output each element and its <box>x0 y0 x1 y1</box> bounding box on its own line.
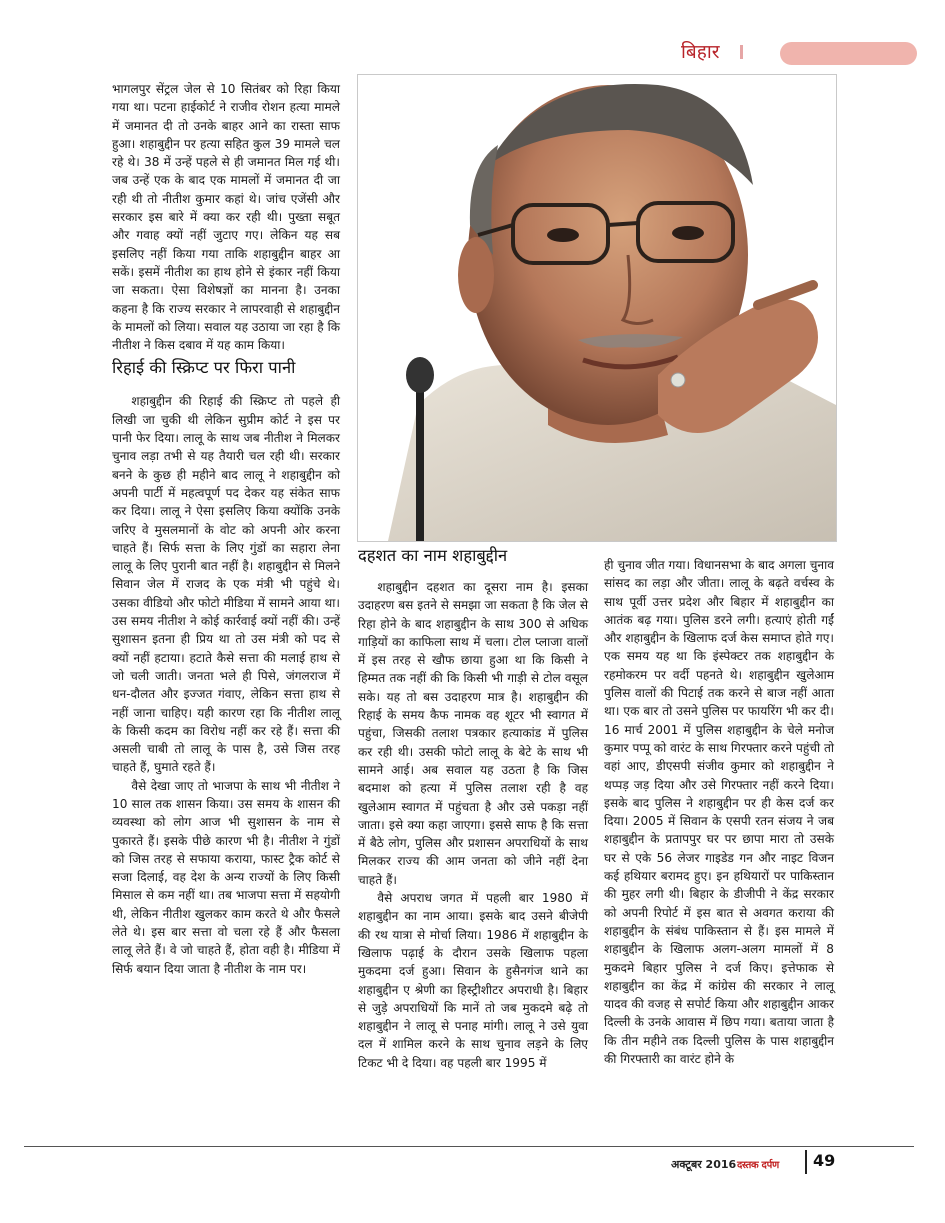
issue-date: अक्टूबर 2016 <box>671 1158 737 1171</box>
magazine-name: दस्तक दर्पण <box>737 1160 779 1171</box>
section-label: बिहार <box>681 41 720 63</box>
section-subheading: दहशत का नाम शहाबुद्दीन <box>358 546 508 565</box>
footer-rule <box>24 1146 914 1147</box>
portrait-photo <box>357 74 837 542</box>
article-paragraph: शहाबुद्दीन की रिहाई की स्क्रिप्ट तो पहले ही लिखी जा चुकी थी लेकिन सुप्रीम कोर्ट ने इस पर पानी फेर दिया। लालू के साथ जब नीतीश ने मिलकर चुनाव लड़ा तभी से यह तैयारी चल रही थी। सरकार बनने के कुछ ही महीने बाद लालू ने शहाबुद्दीन को अपनी पार्टी में महत्वपूर्ण पद देकर यह संकेत साफ कर दिया। लालू ने ऐसा इसलिए किया क्योंकि उनके जरिए वे मुसलमानों के वोट को अपनी ओर करना चाहते हैं। सिर्फ सत्ता के लिए गुंडों का सहारा लेना लालू के लिए पुरानी बात नहीं है। शहाबुद्दीन से मिलने सिवान जेल में राजद के एक मंत्री भी पहुंचे थे। उसका वीडियो और फोटो मीडिया में सामने आया था। उस समय नीतीश ने कोई कार्रवाई क्यों नहीं की। उन्हें सुशासन इतना ही प्रिय था तो उस मंत्री को पद से क्यों नहीं हटाया। हटाते कैसे सत्ता की मलाई हाथ से जो चली जाती। जनता भले ही पिसे, जंगलराज में धन-दौलत और इज्जत गंवाए, लेकिन सत्ता हाथ से नहीं जाना चाहिए। यही कारण रहा कि नीतीश लालू के किसी कदम का विरोध नहीं कर रहे हैं। सत्ता की असली चाबी तो लालू के पास है, उसे जिस तरह चाहते हैं, घुमाते रहते हैं। <box>112 394 340 775</box>
page-number: 49 <box>813 1151 836 1170</box>
article-paragraph: वैसे देखा जाए तो भाजपा के साथ भी नीतीश ने 10 साल तक शासन किया। उस समय के शासन की व्यवस्था को लोग आज भी सुशासन के नाम से पुकारते हैं। इसके पीछे कारण भी है। नीतीश ने गुंडों को जिस तरह से सफाया कराया, फास्ट ट्रैक कोर्ट से सजा दिलाई, वह देश के अन्य राज्यों के लिए किसी मिसाल से कम नहीं था। तब भाजपा सत्ता में सहयोगी थी, लेकिन नीतीश खुलकर काम करते थे और फैसले लेते थे। इस बार सत्ता वो चला रहे हैं और फैसला लालू लेते हैं। वे जो चाहते हैं, होता वही है। मीडिया में सिर्फ बयान दिया जाता है नीतीश के नाम पर। <box>112 778 340 976</box>
article-column-3 <box>604 556 834 1068</box>
article-paragraph: ही चुनाव जीत गया। विधानसभा के बाद अगला चुनाव सांसद का लड़ा और जीता। लालू के बढ़ते वर्चस्व के साथ पूर्वी उत्तर प्रदेश और बिहार में शहाबुद्दीन का आतंक बढ़ गया। पुलिस डरने लगी। हत्याएं होती गईं और शहाबुद्दीन के खिलाफ दर्ज केस समाप्त होते गए। एक समय यह था कि इंस्पेक्टर तक शहाबुद्दीन के रहमोकरम पर वर्दी पहनते थे। शहाबुद्दीन खुलेआम पुलिस वालों की पिटाई तक करने से बाज नहीं आता था। एक बार तो उसने पुलिस पर फायरिंग भी कर दी। 16 मार्च 2001 में पुलिस शहाबुद्दीन के चेले मनोज कुमार पप्पू को वारंट के साथ गिरफ्तार करने पहुंची तो वहां आए, डीएसपी संजीव कुमार को शहाबुद्दीन ने थप्पड़ जड़ दिया और उसे गिरफ्तार नहीं करने दिया। इसके बाद पुलिस ने शहाबुद्दीन पर ही केस दर्ज कर दिया। 2005 में सिवान के एसपी रतन संजय ने जब शहाबुद्दीन के प्रतापपुर घर पर छापा मारा तो उसके घर से एके 56 लेजर गाइडेड गन और नाइट विजन कई हथियार बरामद हुए। इन हथियारों पर पाकिस्तान की मुहर लगी थी। बिहार के डीजीपी ने केंद्र सरकार को अपनी रिपोर्ट में इस बात से अवगत कराया की शहाबुद्दीन के संबंध पाकिस्तान से हैं। इस मामले में शहाबुद्दीन के खिलाफ अलग-अलग मामलों में 8 मुकदमे बिहार पुलिस ने दर्ज किए। इत्तेफाक से शहाबुद्दीन का केंद्र में कांग्रेस की सरकार ने लालू यादव की वजह से सपोर्ट किया और शहाबुद्दीन आकर दिल्ली के उनके आवास में छिप गया। बताया जाता है कि तीन महीने तक दिल्ली पुलिस के पास शहाबुद्दीन की गिरफ्तारी का वारंट होने के <box>604 558 834 1067</box>
article-paragraph: वैसे अपराध जगत में पहली बार 1980 में शहाबुद्दीन का नाम आया। इसके बाद उसने बीजेपी की रथ यात्रा से मोर्चा लिया। 1986 में शहाबुद्दीन के खिलाफ पढ़ाई के दौरान उसके खिलाफ पहला मुकदमा दर्ज हुआ। सिवान के हुसैनगंज थाने का शहाबुद्दीन ए श्रेणी का हिस्ट्रीशीटर अपराधी है। बिहार से जुड़े अपराधियों कि मानें तो जब मुकदमे बढ़े तो शहाबुद्दीन ने लालू से पनाह मांगी। लालू ने उसे युवा दल में शामिल करने के साथ चुनाव लड़ने के लिए टिकट भी दे दिया। वह पहली बार 1995 में <box>358 891 588 1070</box>
section-pill-decoration <box>780 42 917 65</box>
article-column-1 <box>112 80 340 978</box>
article-paragraph: भागलपुर सेंट्रल जेल से 10 सितंबर को रिहा किया गया था। पटना हाईकोर्ट ने राजीव रोशन हत्या मामले में जमानत दी तो उनके बाहर आने का रास्ता साफ हुआ। शहाबुद्दीन पर हत्या सहित कुल 39 मामले चल रहे थे। 38 में उन्हें पहले से ही जमानत मिल गई थी। जब उन्हें एक के बाद एक मामलों में जमानत दी जा रही थी तो नीतीश कुमार कहां थे। जांच एजेंसी और सरकार इस बारे में क्या कर रही थी। पुख्ता सबूत और गवाह क्यों नहीं जुटाए गए। लेकिन यह सब इसलिए नहीं किया गया ताकि शहाबुद्दीन बाहर आ सकें। इसमें नीतीश का हाथ होने से इंकार नहीं किया जा सकता। ऐसा विशेषज्ञों का मानना है। उनका कहना है कि राज्य सरकार ने लापरवाही से शहाबुद्दीन के मामलों को लिया। सवाल यह उठाया जा रहा है कि नीतीश ने किस दबाव में यह काम किया। <box>112 82 340 353</box>
article-paragraph: शहाबुद्दीन दहशत का दूसरा नाम है। इसका उदाहरण बस इतने से समझा जा सकता है कि जेल से रिहा होने के बाद शहाबुद्दीन के साथ 300 से अधिक गाड़ियों का काफिला साथ में चला। टोल प्लाजा वालों में इस तरह से खौफ छाया हुआ था कि किसी ने हिम्मत तक नहीं की कि किसी भी गाड़ी से टोल वसूल सके। यह तो बस उदाहरण मात्र है। शहाबुद्दीन की रिहाई के समय कैफ नामक वह शूटर भी स्वागत में पहुंचा, जिसकी तलाश पत्रकार हत्याकांड में पुलिस कर रही थी। उसकी फोटो लालू के बेटे के साथ भी सामने आई। अब सवाल यह उठता है कि जिस बदमाश को हत्या में पुलिस तलाश रही है वह खुलेआम स्वागत में पहुंचता है और उसे पकड़ा नहीं जाता। इसे क्या कहा जाएगा। इससे साफ है कि सत्ता में बैठे लोग, पुलिस और प्रशासन अपराधियों के साथ मिलकर राज्य की आम जनता को जीने नहीं देना चाहते हैं। <box>358 580 588 887</box>
section-divider <box>740 45 743 59</box>
footer-divider <box>805 1150 807 1174</box>
section-subheading: रिहाई की स्क्रिप्ट पर फिरा पानी <box>112 358 296 378</box>
portrait-illustration <box>358 75 836 541</box>
article-column-2 <box>358 578 588 1072</box>
